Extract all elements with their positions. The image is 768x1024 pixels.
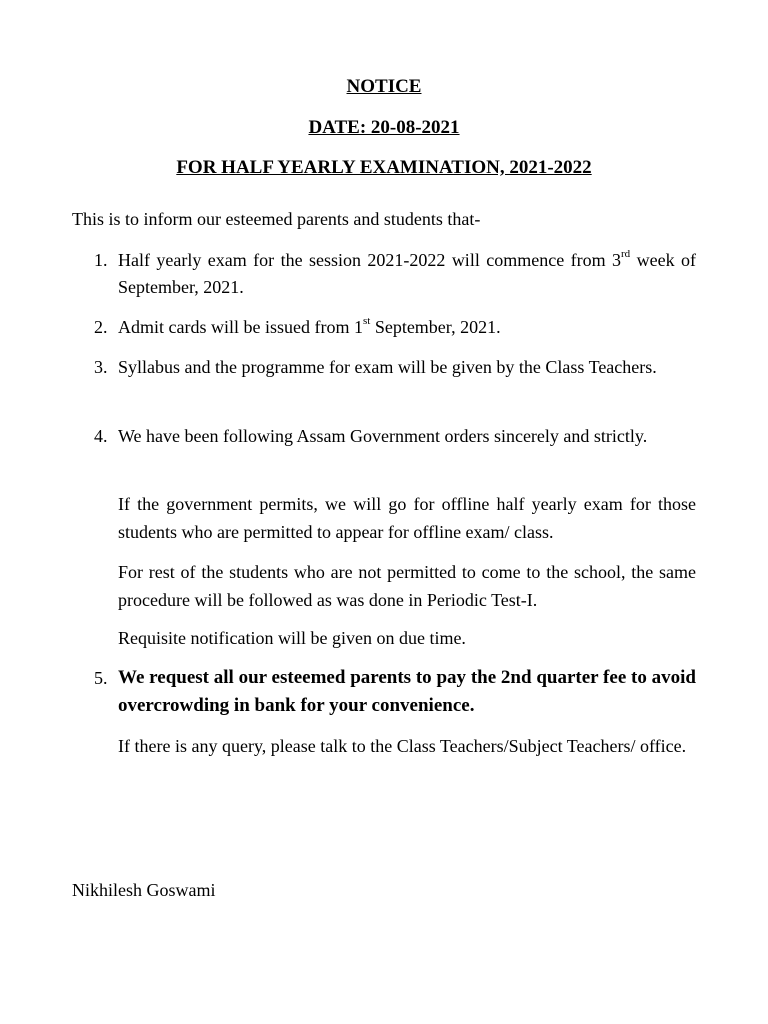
notice-date: DATE: 20-08-2021 <box>308 117 460 138</box>
list-item-3 <box>72 354 696 381</box>
list-number: 3. <box>94 357 108 377</box>
list-item-4 <box>72 423 696 450</box>
item4-paragraph: For rest of the students who are not permitted to come to the school, the same procedure will be followed as was done in Periodic Test-I. <box>118 562 696 610</box>
list-item-5 <box>72 664 696 720</box>
list-number: 4. <box>94 426 108 446</box>
superscript: st <box>362 315 371 327</box>
list-item-text: We have been following Assam Government orders sincerely and strictly. <box>118 426 648 446</box>
closing-text: If there is any query, please talk to the Class Teachers/Subject Teachers/ office. <box>118 736 687 756</box>
superscript: rd <box>621 248 631 260</box>
notice-title: NOTICE <box>346 76 422 97</box>
item4-paragraph: If the government permits, we will go for offline half yearly exam for those students who are permitted to appear for offline exam/ class. <box>118 494 696 542</box>
intro-text: This is to inform our esteemed parents and students that- <box>72 209 481 229</box>
list-item-text: Syllabus and the programme for exam will be given by the Class Teachers. <box>118 357 657 377</box>
list-item-2 <box>72 314 696 341</box>
list-item-1 <box>72 247 696 301</box>
list-item-text: Admit cards will be issued from 1st September, 2021. <box>118 315 501 337</box>
notice-subject: FOR HALF YEARLY EXAMINATION, 2021-2022 <box>176 157 592 178</box>
list-number: 2. <box>94 317 108 337</box>
list-number: 1. <box>94 250 108 270</box>
list-number: 5. <box>94 668 108 688</box>
list-item-text: We request all our esteemed parents to pay the 2nd quarter fee to avoid overcrowding in bank for your convenience. <box>118 667 696 716</box>
signature-name: Nikhilesh Goswami <box>72 880 216 900</box>
item4-paragraph: Requisite notification will be given on due time. <box>118 628 466 648</box>
list-item-text: Half yearly exam for the session 2021-2022 will commence from 3rd week of September, 2021. <box>118 248 696 297</box>
